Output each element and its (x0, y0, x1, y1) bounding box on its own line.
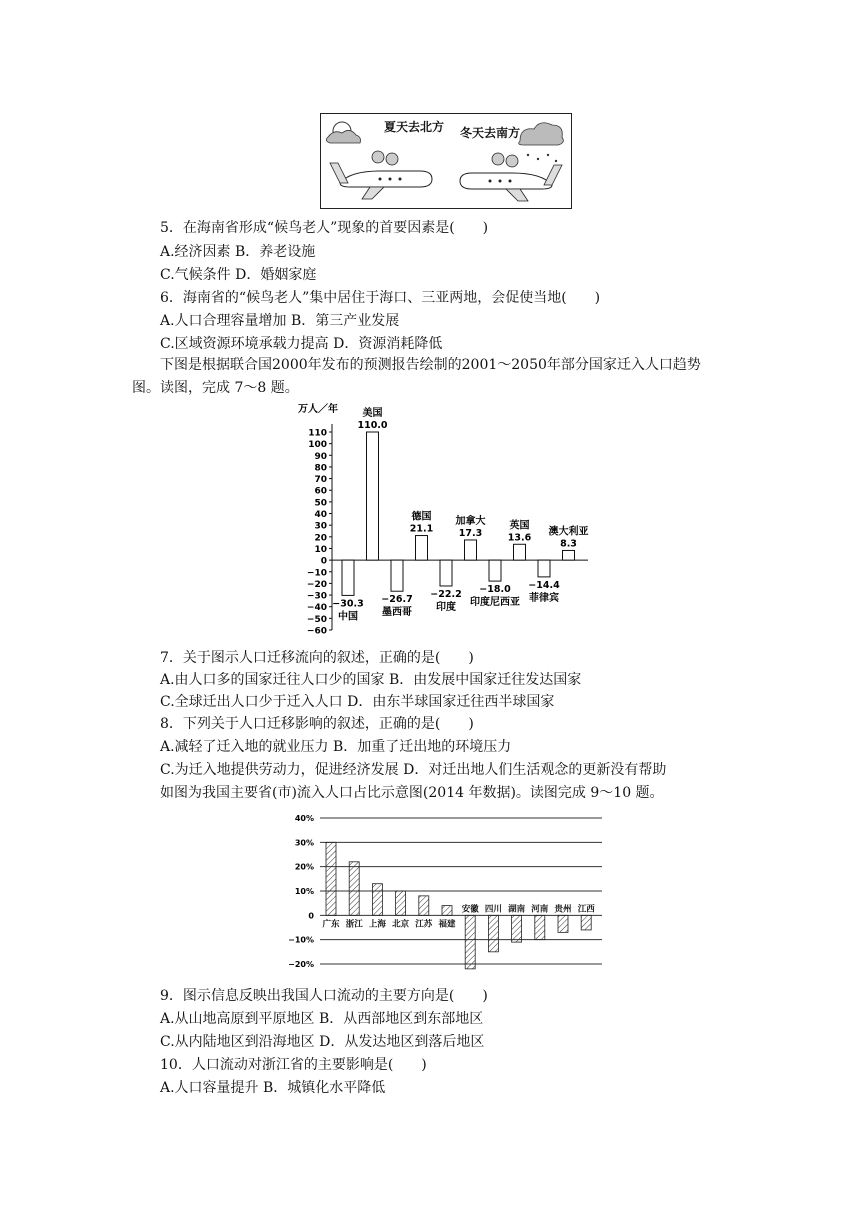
q6-options-1: A.人口合理容量增加 B．第三产业发展 (160, 313, 400, 329)
y-tick-label: 0 (308, 911, 314, 921)
category-label: 菲律宾 (529, 592, 559, 604)
q10-options-1: A.人口容量提升 B．城镇化水平降低 (160, 1080, 386, 1096)
y-tick-label: 20 (314, 533, 327, 544)
value-label: −30.3 (332, 598, 364, 610)
value-label: 17.3 (458, 527, 483, 539)
intro-9-10: 如图为我国主要省(市)流入人口占比示意图(2014 年数据)。读图完成 9～10 题。 (160, 785, 664, 801)
value-label: 13.6 (507, 532, 532, 544)
q7-options-1: A.由人口多的国家迁往人口少的国家 B．由发展中国家迁往发达国家 (160, 672, 582, 688)
y-tick-label: 90 (314, 451, 327, 462)
y-tick-label: 100 (308, 440, 327, 451)
category-label: 安徽 (461, 904, 479, 915)
value-label: −22.2 (430, 588, 462, 600)
category-label: 印度 (436, 601, 456, 613)
bar-贵州 (558, 915, 568, 932)
y-tick-label: 70 (314, 475, 327, 486)
category-label: 北京 (392, 919, 410, 930)
y-tick-label: −60 (306, 626, 327, 637)
value-label: 21.1 (409, 523, 434, 535)
value-label: −26.7 (381, 594, 413, 606)
bar-上海 (372, 884, 382, 916)
y-tick-label: 0 (320, 556, 327, 567)
intro-7-8-line2: 图。读图，完成 7～8 题。 (132, 380, 299, 396)
category-label: 中国 (338, 611, 358, 623)
category-label: 上海 (368, 919, 386, 930)
q6-options-2: C.区域资源环境承载力提高 D．资源消耗降低 (160, 336, 443, 352)
bar-美国 (367, 432, 379, 560)
bar-福建 (442, 906, 452, 916)
category-label: 英国 (509, 520, 530, 532)
y-axis-label: 万人／年 (298, 404, 338, 415)
bar-加拿大 (465, 540, 477, 560)
q10-stem: 10．人口流动对浙江省的主要影响是( ) (160, 1057, 427, 1073)
province-inflow-chart (284, 806, 608, 976)
bar-广东 (326, 842, 336, 915)
bar-四川 (488, 915, 498, 952)
bar-德国 (416, 536, 428, 561)
category-label: 贵州 (554, 904, 572, 915)
category-label: 印度尼西亚 (470, 597, 520, 609)
value-label: −14.4 (528, 579, 560, 591)
bar-北京 (396, 891, 406, 915)
y-tick-label: 110 (308, 428, 327, 439)
category-label: 四川 (484, 904, 502, 915)
category-label: 美国 (362, 408, 383, 419)
q6-stem: 6．海南省的“候鸟老人”集中居住于海口、三亚两地，会促使当地( ) (160, 290, 601, 306)
y-tick-label: 60 (314, 486, 327, 497)
q5-options-2: C.气候条件 D．婚姻家庭 (160, 267, 317, 283)
y-tick-label: 30 (314, 521, 327, 532)
y-tick-label: 80 (314, 463, 327, 474)
q8-stem: 8．下列关于人口迁移影响的叙述，正确的是( ) (160, 716, 474, 732)
q9-stem: 9．图示信息反映出我国人口流动的主要方向是( ) (160, 988, 488, 1004)
bar-江苏 (419, 896, 429, 915)
y-tick-label: −20% (288, 960, 314, 969)
bar-印度尼西亚 (489, 560, 501, 581)
intro-7-8-line1: 下图是根据联合国2000年发布的预测报告绘制的2001～2050年部分国家迁入人口趋势 (160, 357, 701, 373)
y-tick-label: 20% (294, 862, 314, 872)
q7-options-2: C.全球迁出人口少于迁入人口 D．由东半球国家迁往西半球国家 (160, 694, 555, 710)
bar-英国 (514, 544, 526, 560)
bar-澳大利亚 (563, 550, 575, 560)
bar-菲律宾 (538, 560, 550, 577)
bar-墨西哥 (391, 560, 403, 591)
y-tick-label: 50 (314, 498, 327, 509)
value-label: −18.0 (479, 584, 511, 596)
y-tick-label: −40 (306, 603, 327, 614)
q8-options-2: C.为迁入地提供劳动力，促进经济发展 D．对迁出地人们生活观念的更新没有帮助 (160, 762, 667, 778)
category-label: 江西 (577, 904, 595, 915)
y-tick-label: −30 (306, 591, 327, 602)
bar-河南 (535, 915, 545, 939)
cartoon-figure (320, 113, 572, 209)
q5-stem: 5．在海南省形成“候鸟老人”现象的首要因素是( ) (160, 220, 489, 236)
category-label: 墨西哥 (382, 607, 412, 619)
y-tick-label: −10% (288, 935, 314, 945)
y-tick-label: −50 (306, 614, 327, 625)
bar-湖南 (512, 915, 522, 942)
category-label: 河南 (531, 904, 549, 915)
q5-options-1: A.经济因素 B．养老设施 (160, 244, 316, 260)
category-label: 加拿大 (455, 515, 486, 527)
migration-bar-chart (296, 398, 596, 642)
q9-options-1: A.从山地高原到平原地区 B．从西部地区到东部地区 (160, 1011, 484, 1027)
category-label: 湖南 (508, 904, 526, 915)
bar-印度 (440, 560, 452, 586)
bar-中国 (342, 560, 354, 595)
bar-江西 (581, 915, 591, 930)
y-tick-label: 40 (314, 510, 327, 521)
category-label: 广东 (322, 919, 340, 930)
category-label: 德国 (411, 511, 432, 523)
cartoon-right-caption: 冬天去南方 (460, 126, 521, 140)
y-tick-label: −10 (306, 568, 327, 579)
category-label: 江苏 (415, 919, 433, 930)
category-label: 澳大利亚 (548, 526, 589, 538)
y-tick-label: −20 (306, 579, 327, 590)
value-label: 110.0 (357, 420, 388, 431)
value-label: 8.3 (560, 538, 577, 550)
bar-浙江 (349, 862, 359, 916)
y-tick-label: 10 (314, 544, 327, 555)
y-tick-label: 30% (294, 838, 314, 848)
q8-options-1: A.减轻了迁入地的就业压力 B．加重了迁出地的环境压力 (160, 739, 512, 755)
q7-stem: 7．关于图示人口迁移流向的叙述，正确的是( ) (160, 650, 474, 666)
y-tick-label: 40% (294, 814, 314, 823)
y-tick-label: 10% (294, 887, 314, 896)
cartoon-left-caption: 夏天去北方 (384, 120, 445, 134)
category-label: 福建 (438, 919, 456, 930)
q9-options-2: C.从内陆地区到沿海地区 D．从发达地区到落后地区 (160, 1034, 485, 1050)
category-label: 浙江 (345, 919, 363, 930)
bar-安徽 (465, 915, 475, 969)
